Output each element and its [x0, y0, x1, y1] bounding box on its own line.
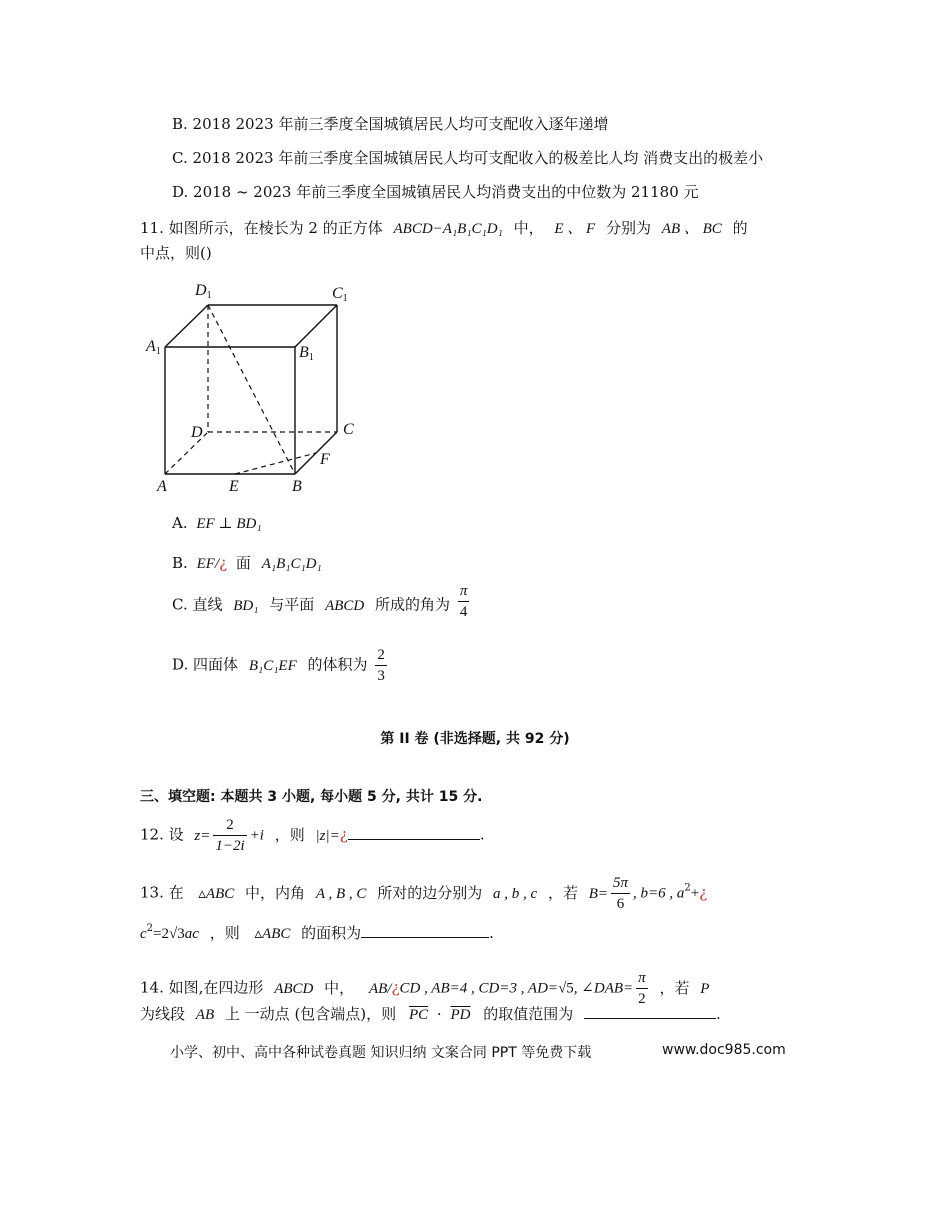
vector-pd: $\overline{PD}$	[450, 1007, 471, 1023]
q11-stem-text-c: 分别为	[606, 219, 652, 237]
fraction-pi-over-4: $\frac{\pi}{4}$	[459, 583, 468, 620]
q11-option-c: C. 直线 BD₁ 与平面 ABCD 所成的角为 $\frac{\pi}{4}$	[172, 583, 468, 620]
q11-option-a: A. EF ⊥ BD₁	[172, 514, 262, 532]
section-3-title: 三、填空题: 本题共 3 小题, 每小题 5 分, 共计 15 分.	[140, 789, 483, 805]
q11-ef: E 、 F	[554, 221, 596, 237]
label-c1: C1	[332, 285, 348, 304]
fraction-pi-over-2: $\frac{\pi}{2}$	[638, 970, 646, 1007]
q10-option-c: C. 2018 2023 年前三季度全国城镇居民人均可支配收入的极差比人均 消费支出的极差小	[172, 149, 764, 167]
q14-line1: 14. 如图,在四边形 ABCD 中， AB/¿CD , AB=4 , CD=3 , AD=√5, ∠DAB= $\frac{\pi}{2}$ ，若 P	[140, 970, 710, 1007]
q11-stem-text-b: 中，	[513, 219, 544, 237]
q11-stem-text-d: 的	[732, 219, 748, 237]
fraction-2-over-1-2i: $\frac{2}{1-2i}$	[215, 817, 245, 854]
q11-stem-text-a: 11. 如图所示，在棱长为 2 的正方体	[140, 219, 383, 237]
label-b: B	[292, 478, 302, 495]
label-c: C	[343, 421, 354, 438]
q13-line1: 13. 在 ▵ABC 中，内角 A , B , C 所对的边分别为 a , b , c ，若 B= $\frac{5\pi}{6}$ , b=6 , $a^2+¿$	[140, 875, 708, 912]
answer-blank-13[interactable]	[361, 923, 489, 938]
label-d1: D1	[195, 282, 212, 301]
label-b1: B1	[299, 344, 314, 363]
q11-option-a-math: EF ⊥ BD₁	[196, 516, 262, 532]
answer-blank-14[interactable]	[584, 1004, 716, 1019]
label-e: E	[229, 478, 239, 495]
q10-option-b: B. 2018 2023 年前三季度全国城镇居民人均可支配收入逐年递增	[172, 115, 609, 133]
q14-line2: 为线段 AB 上 一动点 (包含端点)，则 $\overline{PC} \cdot \overline{PD}$ 的取值范围为 .	[140, 1005, 721, 1023]
answer-blank-12[interactable]	[348, 825, 480, 840]
fraction-2-over-3: $\frac{2}{3}$	[377, 647, 385, 684]
q11-option-b: B. EF/¿ 面 A₁B₁C₁D₁	[172, 554, 322, 572]
label-d: D	[191, 424, 203, 441]
q11-stem-line2: 中点，则()	[140, 244, 212, 262]
label-a: A	[157, 478, 167, 495]
footer-url[interactable]: www.doc985.com	[662, 1042, 786, 1058]
q12: 12. 设 z= $\frac{2}{1-2i}$ +i ，则 |z|=¿ .	[140, 817, 485, 854]
q11-ab-bc: AB 、 BC	[661, 221, 722, 237]
label-f: F	[320, 451, 330, 468]
q10-option-d: D. 2018 ~ 2023 年前三季度全国城镇居民人均消费支出的中位数为 21180 元	[172, 183, 699, 201]
q11-cube-name: ABCD−A₁B₁C₁D₁	[393, 221, 503, 237]
q11-option-d: D. 四面体 B₁C₁EF 的体积为 $\frac{2}{3}$	[172, 647, 385, 684]
cube-figure	[140, 275, 380, 500]
section-2-title: 第 II 卷 (非选择题, 共 92 分)	[380, 731, 570, 747]
q13-line2: $c^2=2√3ac$ ，则 ▵ABC 的面积为 .	[140, 923, 494, 942]
q11-stem-line1	[140, 217, 748, 238]
fraction-5pi-over-6: $\frac{5\pi}{6}$	[613, 875, 629, 912]
footer-text: 小学、初中、高中各种试卷真题 知识归纳 文案合同 PPT 等免费下载	[170, 1045, 592, 1061]
vector-pc: $\overline{PC}$	[408, 1007, 429, 1023]
label-a1: A1	[146, 338, 161, 357]
